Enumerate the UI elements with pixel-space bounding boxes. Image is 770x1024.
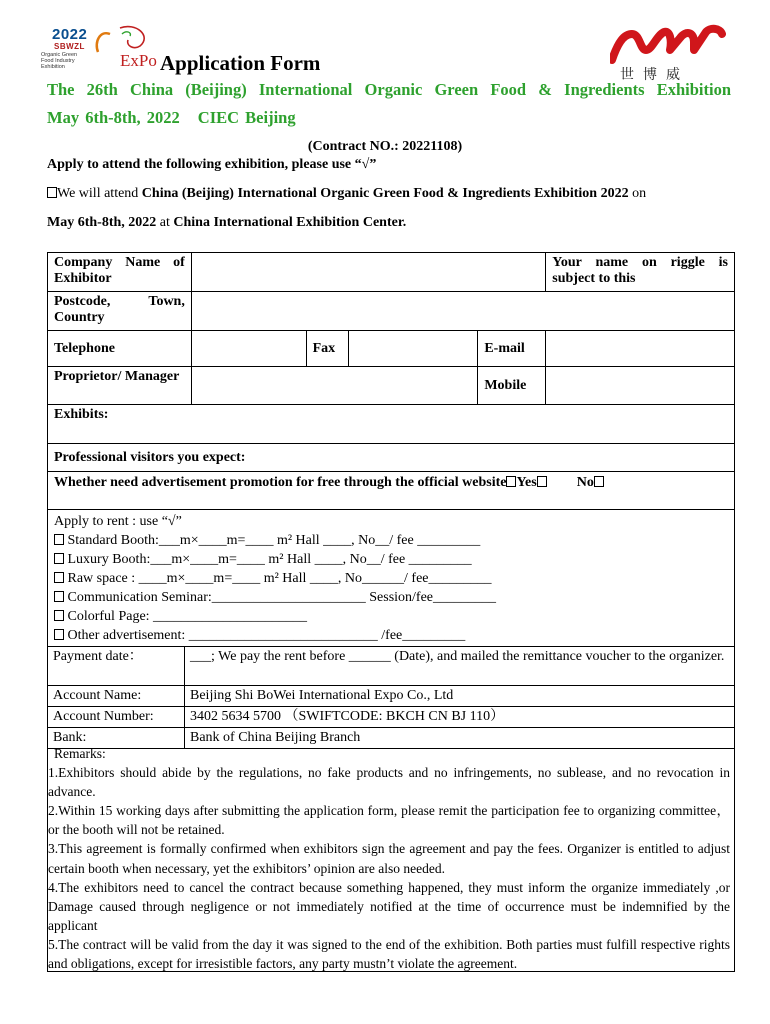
attend-prefix: We will attend (57, 186, 142, 201)
attend-statement (47, 186, 646, 202)
exhibits-label: Exhibits: (54, 407, 109, 422)
ad-no-checkbox[interactable] (594, 476, 604, 487)
mobile-label: Mobile (478, 367, 546, 405)
remark-item-2: 2.Within 15 working days after submitting the application form, please remit the participation fee to organizing committee，or the booth will not be retained. (48, 803, 730, 838)
fax-input[interactable] (348, 331, 478, 367)
expo-logo-expo: ExPo (120, 51, 157, 70)
luxury-booth-text: Luxury Booth:___m×____m=____ m² Hall ____, No__/ fee _________ (67, 552, 472, 567)
account-number-label: Account Number: (48, 707, 185, 728)
remarks-title: Remarks: (54, 746, 106, 761)
remarks-section (47, 743, 735, 972)
attend-exhibition-name: China (Beijing) International Organic Green Food & Ingredients Exhibition 2022 (141, 186, 629, 201)
rent-section (47, 509, 735, 647)
payment-table (47, 646, 735, 749)
email-label: E-mail (478, 331, 546, 367)
ad-promotion-label: Whether need advertisement promotion for free through the official website (54, 475, 507, 490)
postcode-input[interactable] (191, 292, 734, 331)
company-name-label: Company Name of Exhibitor (48, 253, 192, 292)
visitors-label: Professional visitors you expect: (54, 449, 246, 465)
raw-space-text: Raw space : ____m×____m=____ m² Hall ____, No______/ fee_________ (67, 571, 492, 586)
expo-logo (38, 24, 158, 76)
rent-item-seminar (54, 588, 728, 607)
luxury-booth-checkbox[interactable] (54, 553, 64, 564)
telephone-input[interactable] (191, 331, 306, 367)
attend-checkbox[interactable] (47, 187, 57, 198)
account-name-label: Account Name: (48, 686, 185, 707)
exhibits-field[interactable] (48, 405, 735, 444)
apply-instruction: Apply to attend the following exhibition, please use “√” (47, 157, 377, 172)
fax-label: Fax (306, 331, 348, 367)
exhibition-title: The 26th China (Beijing) International Organic Green Food & Ingredients Exhibition (47, 80, 731, 99)
contract-number: (Contract NO.: 20221108) (307, 139, 463, 154)
colorful-page-checkbox[interactable] (54, 610, 64, 621)
proprietor-label: Proprietor/ Manager (48, 367, 192, 405)
rent-item-raw-space (54, 569, 728, 588)
remark-item-4: 4.The exhibitors need to cancel the contract because something happened, they must inform the organize immediately ,or Damage caused through negligence or not immediately notified at the time of occurrence must be indemnified by the applicant (48, 879, 730, 933)
payment-date-text[interactable]: ___; We pay the rent before ______ (Date), and mailed the remittance voucher to the organizer. (185, 647, 735, 686)
attend-statement-continued (47, 215, 406, 231)
postcode-label: Postcode, Town, Country (48, 292, 192, 331)
seminar-text: Communication Seminar:______________________ Session/fee_________ (67, 590, 497, 605)
expo-swirl-icon (92, 24, 152, 54)
standard-booth-checkbox[interactable] (54, 534, 64, 545)
visitors-field[interactable] (48, 444, 735, 472)
brand-mark-icon (610, 24, 726, 64)
mobile-input[interactable] (546, 367, 735, 405)
remark-item-1: 1.Exhibitors should abide by the regulations, no fake products and no infringements, no sublease, and no revocation in advance. (48, 765, 730, 800)
exhibitor-info-table (47, 252, 735, 510)
telephone-label: Telephone (48, 331, 192, 367)
riggle-note: Your name on riggle is subject to this (546, 253, 735, 292)
account-name-value: Beijing Shi BoWei International Expo Co., Ltd (185, 686, 735, 707)
exhibition-date-venue (47, 108, 296, 128)
ad-no-label: No (576, 475, 594, 490)
rent-intro: Apply to rent : use “√” (54, 514, 182, 529)
rent-item-luxury-booth (54, 550, 728, 569)
remark-item-3: 3.This agreement is formally confirmed when exhibitors sign the agreement and pay the fees. Organizer is entitled to adjust certain booth when necessary, yet the exhibitors’ opinion are also needed. (48, 841, 730, 876)
exhibition-date: May 6th-8th, 2022 (47, 108, 180, 127)
ad-yes-checkbox[interactable] (537, 476, 547, 487)
ad-promotion-field (48, 472, 735, 510)
standard-booth-text: Standard Booth:___m×____m=____ m² Hall ____, No__/ fee _________ (67, 533, 481, 548)
attend-venue: China International Exhibition Center. (173, 215, 407, 230)
exhibition-venue: CIEC Beijing (197, 108, 296, 127)
rent-item-colorful-page (54, 607, 728, 626)
colorful-page-text: Colorful Page: ______________________ (67, 609, 308, 624)
bank-value: Bank of China Beijing Branch (185, 728, 735, 749)
seminar-checkbox[interactable] (54, 591, 64, 602)
email-input[interactable] (546, 331, 735, 367)
remark-item-5: 5.The contract will be valid from the day it was signed to the end of the exhibition. Both parties must fulfill respective rights and obligations, except for irresistible factors, any party mustn’t violate the agreement. (48, 936, 730, 972)
brand-logo (610, 24, 726, 86)
attend-date: May 6th-8th, 2022 (47, 215, 157, 230)
rent-item-other-ad (54, 626, 728, 645)
account-number-value: 3402 5634 5700 （SWIFTCODE: BKCH CN BJ 110） (185, 707, 735, 728)
ad-yes-label: Yes (516, 475, 537, 490)
other-ad-checkbox[interactable] (54, 629, 64, 640)
other-ad-text: Other advertisement: ___________________________ /fee_________ (67, 628, 466, 643)
raw-space-checkbox[interactable] (54, 572, 64, 583)
attend-on: on (628, 186, 647, 201)
attend-at: at (156, 215, 174, 230)
expo-logo-year: 2022 (52, 26, 88, 43)
proprietor-input[interactable] (191, 367, 477, 405)
rent-item-standard-booth (54, 531, 728, 550)
form-title: Application Form (160, 51, 321, 75)
payment-date-label: Payment date： (48, 647, 185, 686)
ad-checkbox-yes-prefix[interactable] (506, 476, 516, 487)
expo-logo-abbr: SBWZL (54, 42, 85, 51)
company-name-input[interactable] (191, 253, 545, 292)
expo-logo-subtitle: Organic Green Food Industry Exhibition (41, 52, 78, 70)
bank-label: Bank: (48, 728, 185, 749)
brand-logo-text: 世博威 (620, 67, 689, 83)
